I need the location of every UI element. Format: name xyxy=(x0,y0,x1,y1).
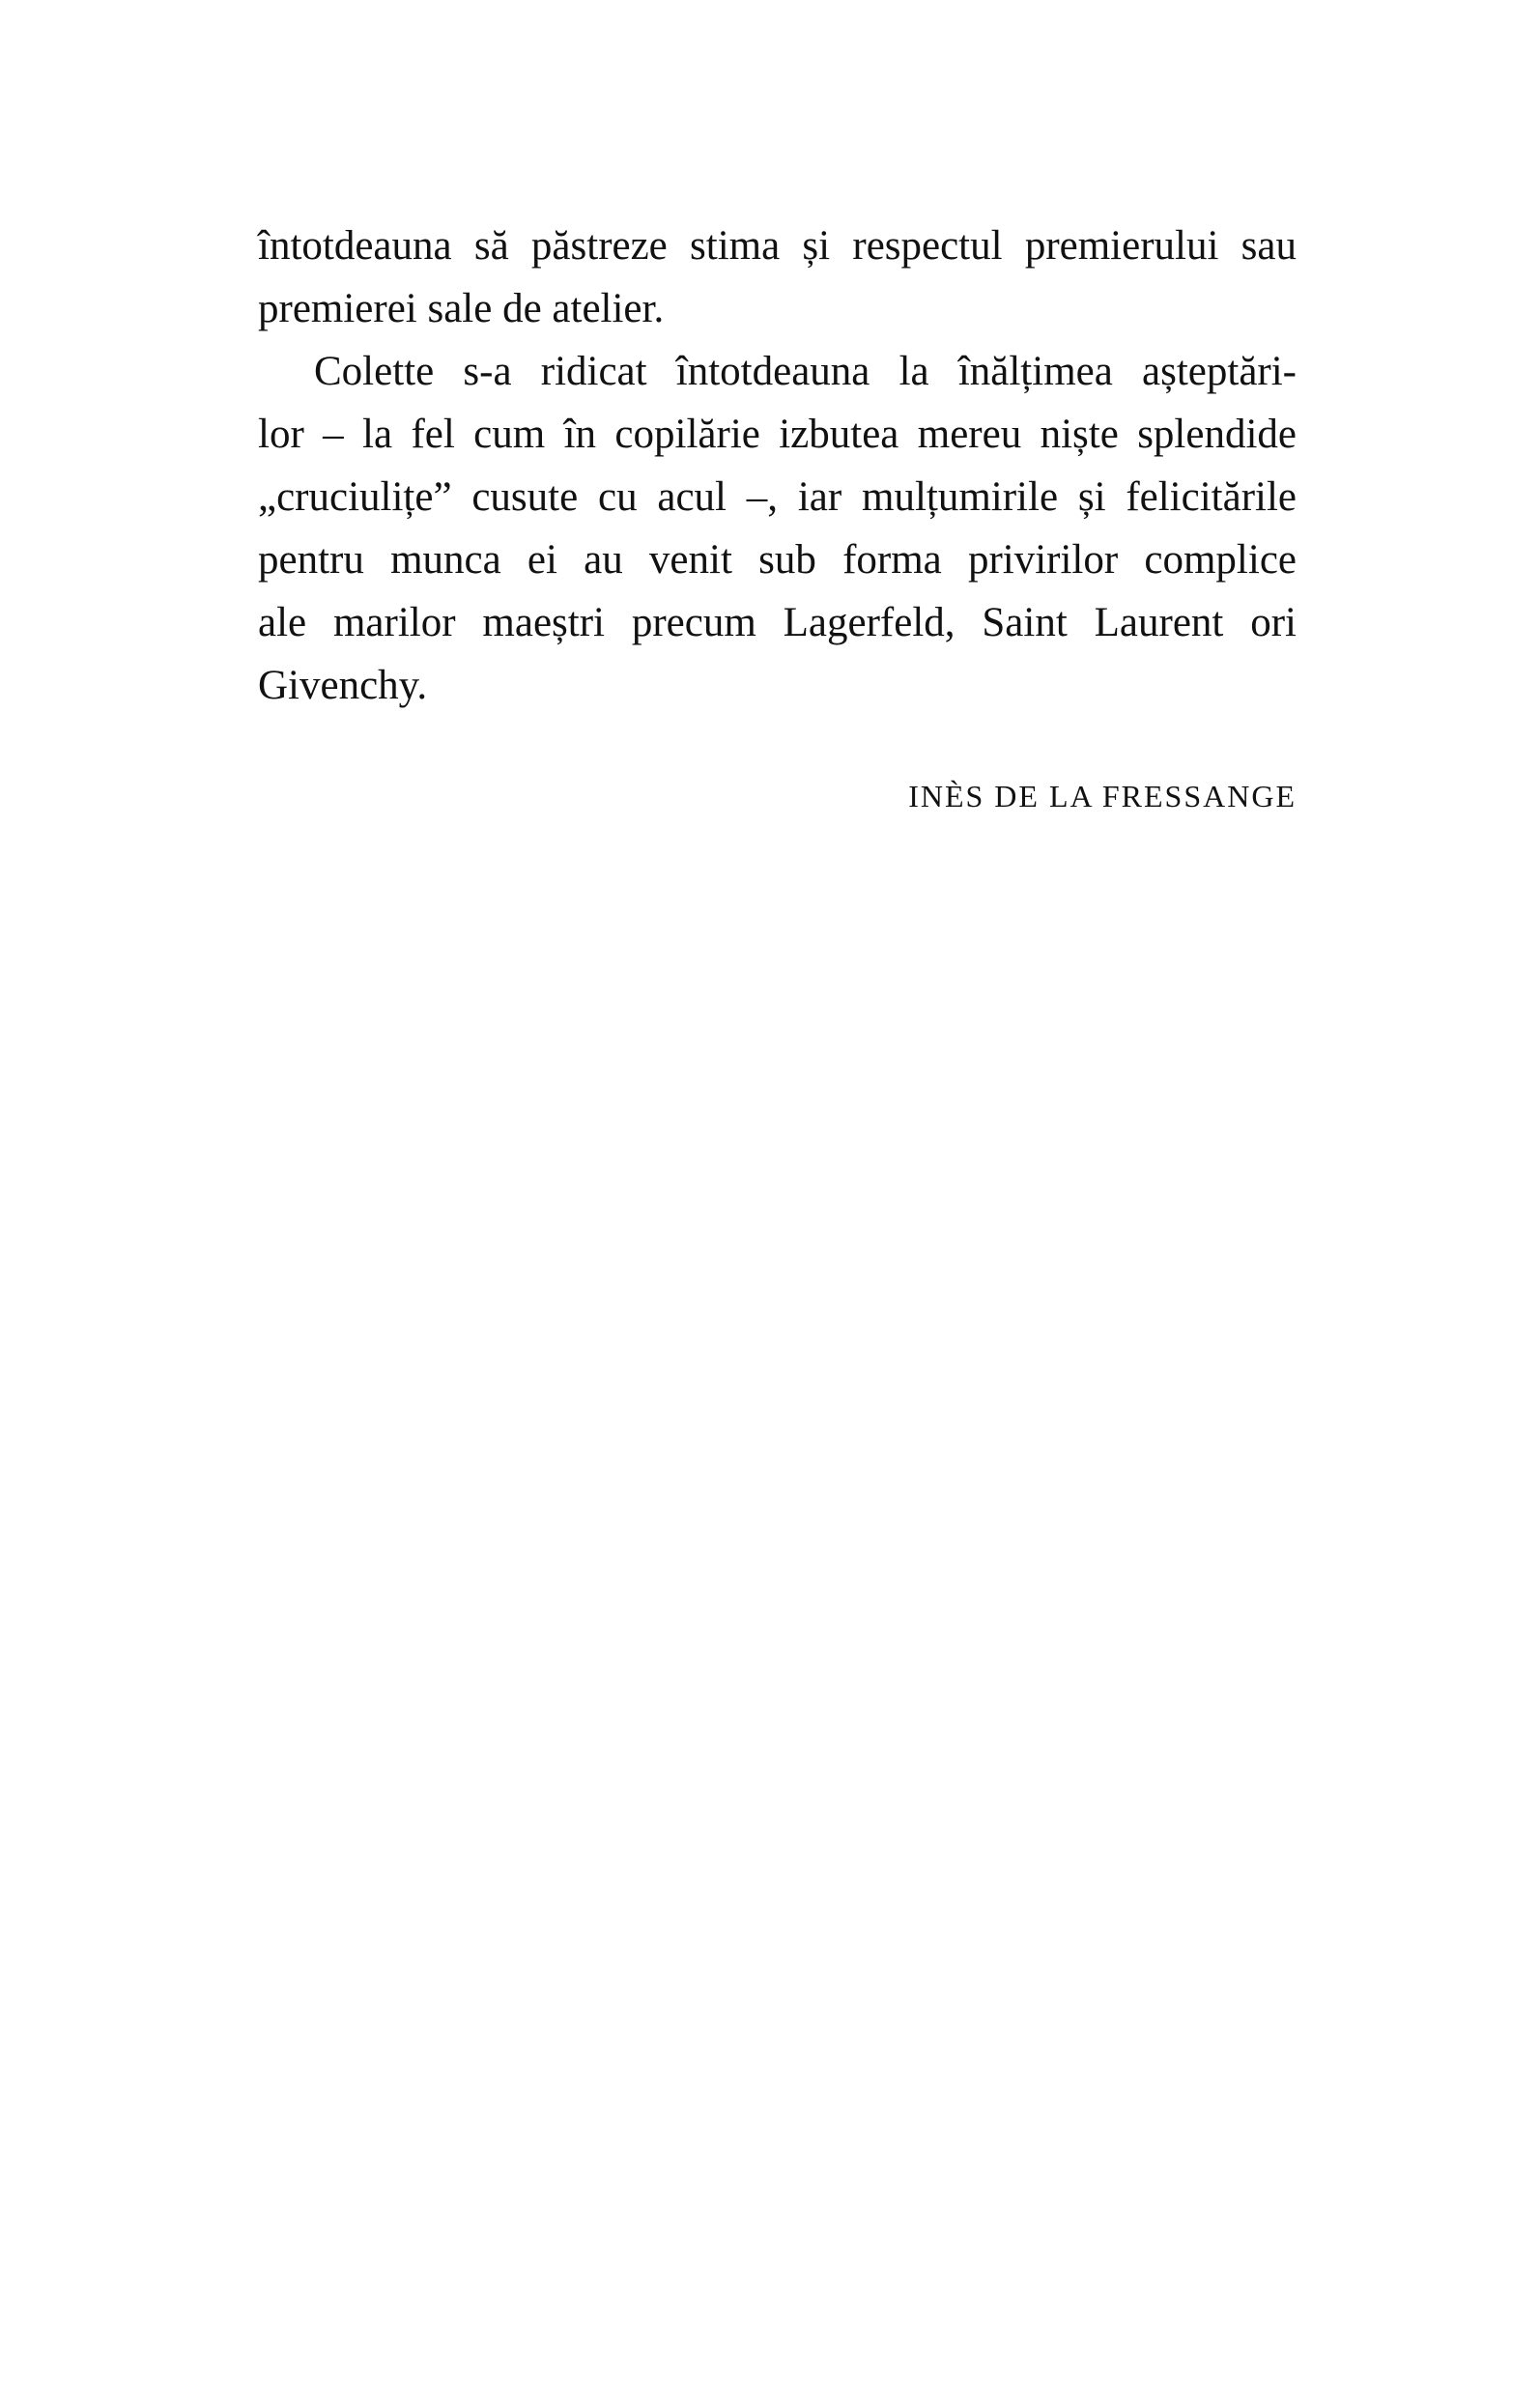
text-line: Givenchy. xyxy=(258,663,428,708)
author-signature: INÈS DE LA FRESSANGE xyxy=(908,779,1297,813)
paragraph-1 xyxy=(258,214,1297,340)
text-line: ale marilor maeștri precum Lagerfeld, Saint Laurent ori xyxy=(258,600,1297,645)
body-text xyxy=(258,214,1297,717)
text-line: Colette s-a ridicat întotdeauna la înălțimea așteptări- xyxy=(314,349,1297,394)
text-line: întotdeauna să păstreze stima și respectul premierului sau xyxy=(258,223,1297,269)
text-line: pentru munca ei au venit sub forma privirilor complice xyxy=(258,537,1297,583)
text-line: lor – la fel cum în copilărie izbutea mereu niște splendide xyxy=(258,412,1297,457)
paragraph-2 xyxy=(258,340,1297,717)
text-line: „cruciulițe” cusute cu acul –, iar mulțumirile și felicitările xyxy=(258,474,1297,520)
text-line: premierei sale de atelier. xyxy=(258,286,665,331)
